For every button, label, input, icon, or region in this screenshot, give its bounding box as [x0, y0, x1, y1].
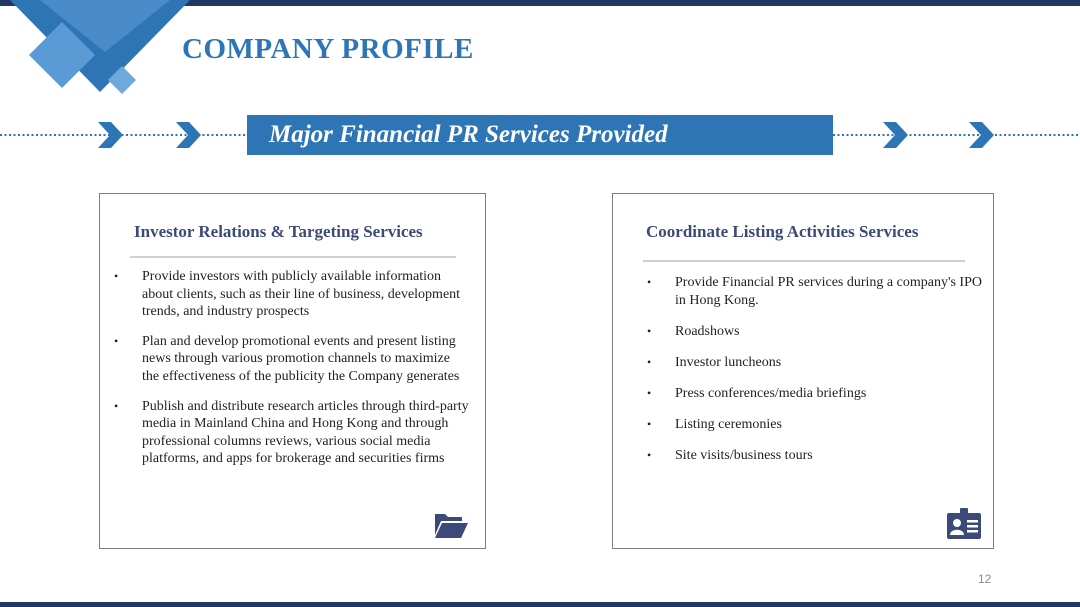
- bottom-border-bar: [0, 602, 1080, 607]
- list-item-text: Investor luncheons: [675, 354, 782, 370]
- bullet-icon: •: [647, 323, 652, 338]
- page-title: COMPANY PROFILE: [182, 33, 474, 65]
- list-item: [114, 398, 469, 468]
- bullet-icon: •: [114, 398, 119, 413]
- card-title: Investor Relations & Targeting Services: [134, 222, 423, 241]
- list-item-text: Provide investors with publicly available information about clients, such as their line of business, development trends, and industry prospects: [142, 269, 461, 320]
- bullet-icon: •: [114, 333, 119, 348]
- list-item: [647, 274, 987, 309]
- card-divider: [643, 260, 965, 262]
- section-banner: Major Financial PR Services Provided: [247, 115, 833, 155]
- listing-activities-card: [612, 193, 994, 549]
- bullet-icon: •: [114, 269, 119, 283]
- diamond-logo-mark: [0, 0, 200, 100]
- list-item-text: Roadshows: [675, 323, 740, 339]
- list-item: [647, 385, 987, 403]
- list-item: [647, 323, 987, 341]
- folder-open-icon: [433, 511, 469, 539]
- bullet-icon: •: [647, 416, 652, 431]
- bullet-icon: •: [647, 448, 652, 463]
- card-divider: [130, 256, 456, 258]
- bullet-icon: •: [647, 275, 652, 289]
- list-item-text: Listing ceremonies: [675, 416, 782, 432]
- list-item: [647, 447, 987, 465]
- service-list: [647, 274, 987, 478]
- card-title: Coordinate Listing Activities Services: [646, 222, 919, 241]
- list-item: [647, 416, 987, 434]
- service-list: [114, 268, 469, 480]
- bullet-icon: •: [647, 385, 652, 400]
- bullet-icon: •: [647, 354, 652, 369]
- list-item: [647, 354, 987, 372]
- list-item: [114, 333, 469, 386]
- list-item-text: Plan and develop promotional events and present listing news through various promotion channels to maximize the effectiveness of the publicity the Company generates: [142, 333, 460, 384]
- list-item-text: Site visits/business tours: [675, 448, 813, 464]
- page-number: 12: [978, 572, 992, 586]
- list-item-text: Press conferences/media briefings: [675, 385, 867, 401]
- investor-relations-card: [99, 193, 486, 549]
- list-item: [114, 268, 469, 321]
- list-item-text: Provide Financial PR services during a company's IPO in Hong Kong.: [675, 275, 982, 308]
- list-item-text: Publish and distribute research articles through third-party media in Mainland China and Hong Kong and through professional columns reviews, various social media platforms, and apps for brokerage and securities firms: [142, 398, 469, 467]
- contact-card-icon: [946, 508, 982, 540]
